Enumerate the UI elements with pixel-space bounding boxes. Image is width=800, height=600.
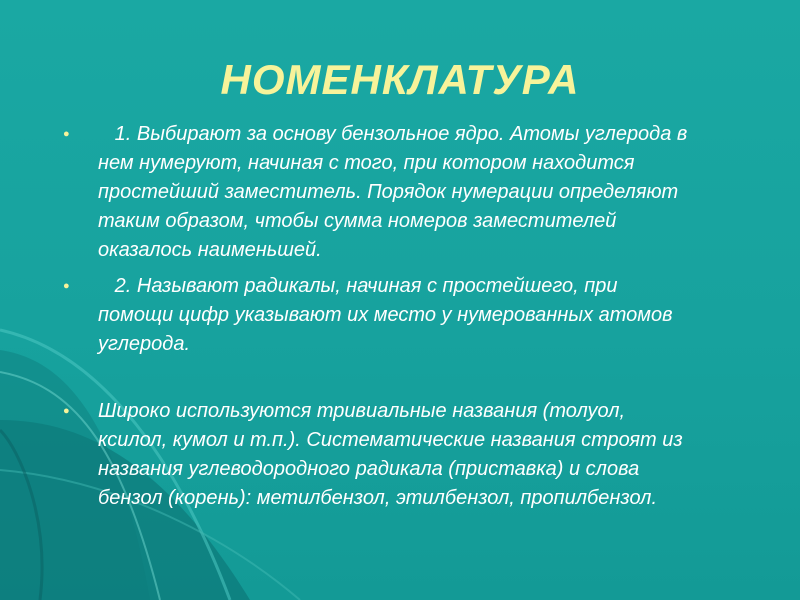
bullet-text: Широко используются тривиальные названия (толуол, ксилол, кумол и т.п.). Систематические названия строят из названия углеводородного радикала (приставка) и слова бензол (корень): метилбензол, этилбензол, пропилбензол. — [98, 400, 683, 509]
bullet-item — [58, 397, 698, 513]
bullet-text: 1. Выбирают за основу бензольное ядро. Атомы углерода в нем нумеруют, начиная с того, при котором находится простейший заместитель. Порядок нумерации определяют таким образом, чтобы сумма номеров заместителей оказалось наименьшей. — [98, 123, 688, 261]
bullet-list — [58, 120, 698, 513]
bullet-dot-icon: ● — [63, 128, 70, 140]
bullet-text: 2. Называют радикалы, начиная с простейшего, при помощи цифр указывают их место у нумерованных атомов углерода. — [98, 275, 673, 355]
bullet-dot-icon: ● — [63, 280, 70, 292]
bullet-item — [58, 120, 698, 265]
bullet-dot-icon: ● — [63, 405, 70, 417]
bullet-item — [58, 272, 698, 359]
slide-title: НОМЕНКЛАТУРА — [220, 56, 580, 103]
